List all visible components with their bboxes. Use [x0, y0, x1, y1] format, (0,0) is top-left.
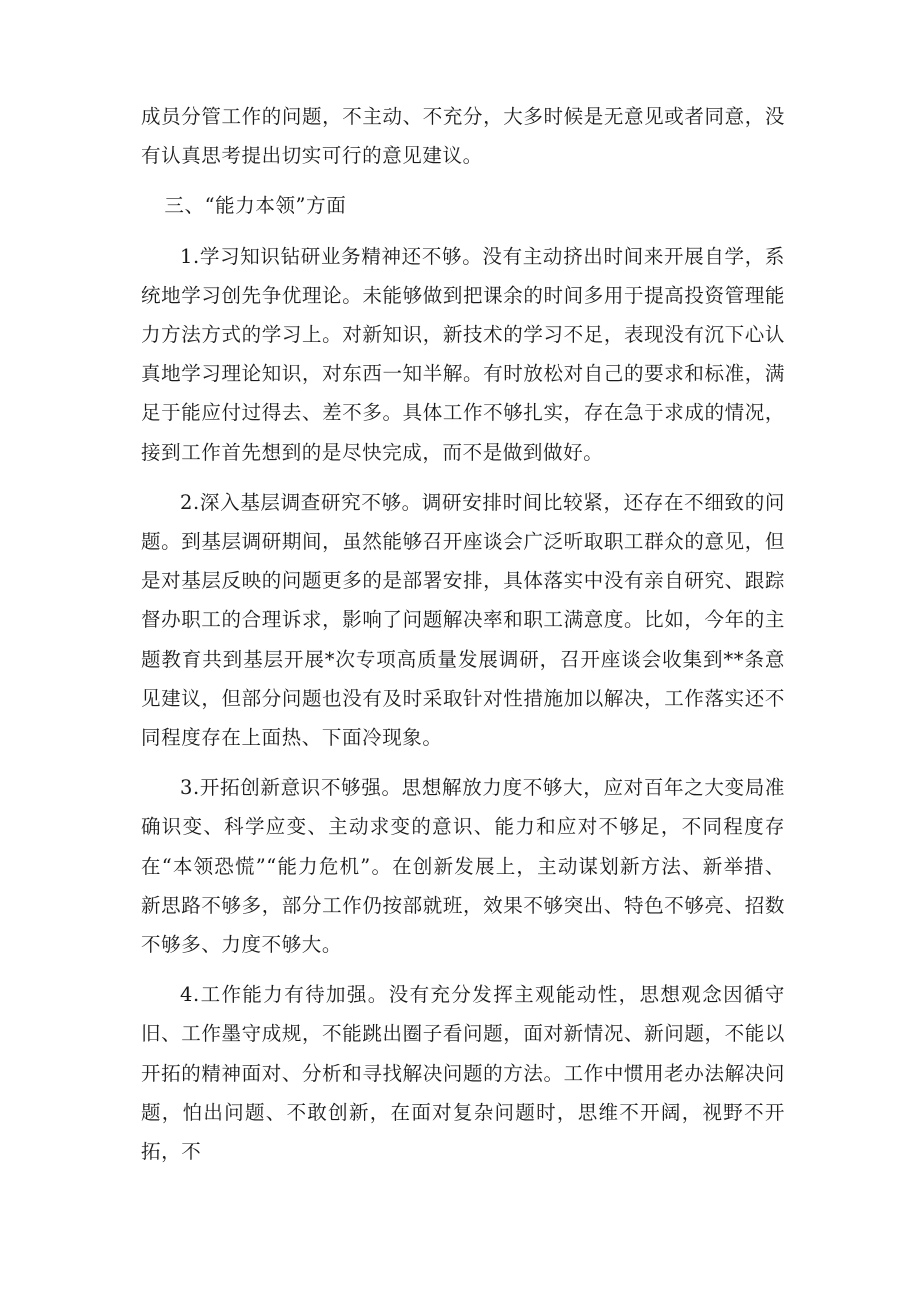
item-text: .深入基层调查研究不够。调研安排时间比较紧，还存在不细致的问题。到基层调研期间，虽然能够召开座谈会广泛听取职工群众的意见，但是对基层反映的问题更多的是部署安排，具体落实中没有亲自研究、跟踪督办职工的合理诉求，影响了问题解决率和职工满意度。比如，今年的主题教育共到基层开展*次专项高质量发展调研，召开座谈会收集到**条意见建议，但部分问题也没有及时采取针对性措施加以解决，工作落实还不同程度存在上面热、下面冷现象。 [141, 490, 785, 750]
item-number: 2 [180, 490, 194, 514]
item-text: .工作能力有待加强。没有充分发挥主观能动性，思想观念因循守旧、工作墨守成规，不能跳出圈子看问题，面对新情况、新问题，不能以开拓的精神面对、分析和寻找解决问题的方法。工作中惯用老办法解决问题，怕出问题、不敢创新，在面对复杂问题时，思维不开阔，视野不开拓，不 [141, 983, 785, 1164]
document-page [141, 97, 785, 1171]
item-number: 1 [180, 244, 194, 268]
paragraph-gap [141, 757, 785, 768]
paragraph-gap [141, 964, 785, 975]
paragraph-gap [141, 472, 785, 483]
item-number: 3 [180, 776, 194, 800]
item-paragraph-2 [141, 483, 785, 757]
section-heading: 三、“能力本领”方面 [164, 194, 347, 218]
item-paragraph-3 [141, 768, 785, 964]
paragraph-gap [141, 226, 785, 237]
continuation-paragraph: 成员分管工作的问题，不主动、不充分，大多时候是无意见或者同意，没有认真思考提出切实可行的意见建议。 [141, 105, 785, 168]
item-number: 4 [180, 983, 194, 1007]
item-text: .学习知识钻研业务精神还不够。没有主动挤出时间来开展自学，系统地学习创先争优理论。未能够做到把课余的时间多用于提高投资管理能力方法方式的学习上。对新知识，新技术的学习不足，表现没有沉下心认真地学习理论知识，对东西一知半解。有时放松对自己的要求和标准，满足于能应付过得去、差不多。具体工作不够扎实，存在急于求成的情况，接到工作首先想到的是尽快完成，而不是做到做好。 [141, 244, 785, 464]
item-paragraph-1 [141, 237, 785, 472]
item-paragraph-4 [141, 975, 785, 1171]
item-text: .开拓创新意识不够强。思想解放力度不够大，应对百年之大变局准确识变、科学应变、主动求变的意识、能力和应对不够足，不同程度存在“本领恐慌”“能力危机”。在创新发展上，主动谋划新方法、新举措、新思路不够多，部分工作仍按部就班，效果不够突出、特色不够亮、招数不够多、力度不够大。 [141, 776, 785, 957]
paragraph-gap [141, 175, 785, 186]
